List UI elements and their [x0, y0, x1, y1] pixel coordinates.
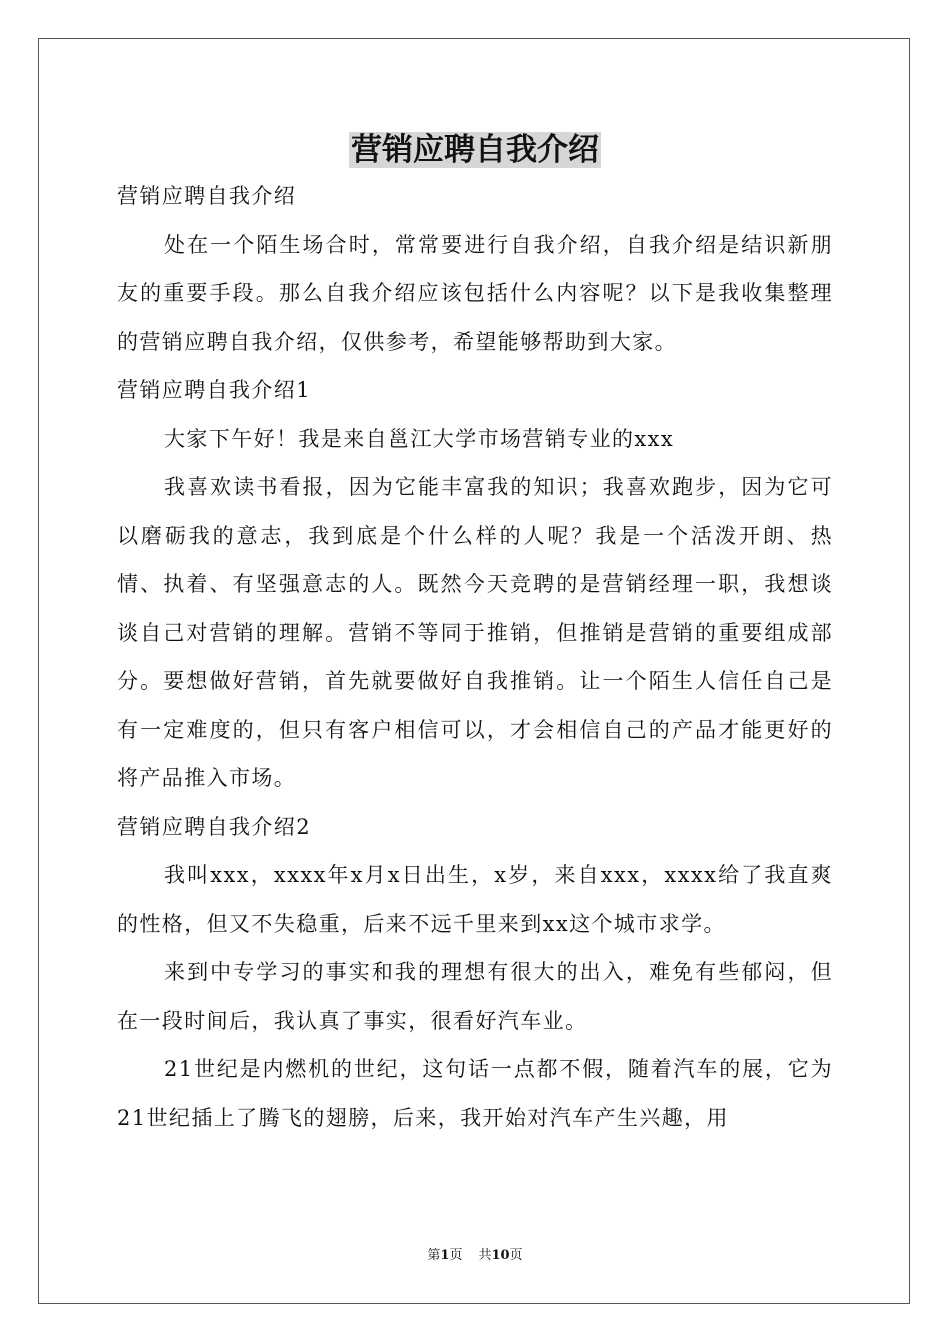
- document-body: [117, 172, 833, 1142]
- document-title: [0, 128, 950, 172]
- section-heading-1: 营销应聘自我介绍1: [117, 378, 311, 402]
- paragraph-study: 来到中专学习的事实和我的理想有很大的出入，难免有些郁闷，但在一段时间后，我认真了事实，很看好汽车业。: [117, 960, 833, 1033]
- page-footer: [0, 1246, 950, 1266]
- paragraph-background: 我叫xxx，xxxx年x月x日出生，x岁，来自xxx，xxxx给了我直爽的性格，但又不失稳重，后来不远千里来到xx这个城市求学。: [117, 863, 833, 936]
- paragraph-century: 21世纪是内燃机的世纪，这句话一点都不假，随着汽车的展，它为21世纪插上了腾飞的翅膀，后来，我开始对汽车产生兴趣，用: [117, 1057, 833, 1130]
- footer-total-pages: 10: [491, 1248, 510, 1263]
- section-heading-2: 营销应聘自我介绍2: [117, 814, 311, 839]
- paragraph-intro: 处在一个陌生场合时，常常要进行自我介绍，自我介绍是结识新朋友的重要手段。那么自我介绍应该包括什么内容呢？以下是我收集整理的营销应聘自我介绍，仅供参考，希望能够帮助到大家。: [117, 232, 833, 354]
- paragraph-greeting: 大家下午好！我是来自邕江大学市场营销专业的xxx: [164, 426, 675, 451]
- footer-page-prefix: 第: [427, 1248, 441, 1263]
- paragraph-heading: 营销应聘自我介绍: [117, 184, 297, 208]
- document-title-text: 营销应聘自我介绍: [351, 132, 599, 168]
- footer-page-suffix: 页: [449, 1248, 463, 1263]
- paragraph-hobbies: 我喜欢读书看报，因为它能丰富我的知识；我喜欢跑步，因为它可以磨砺我的意志，我到底是个什么样的人呢？我是一个活泼开朗、热情、执着、有坚强意志的人。既然今天竞聘的是营销经理一职，我想谈谈自己对营销的理解。营销不等同于推销，但推销是营销的重要组成部分。要想做好营销，首先就要做好自我推销。让一个陌生人信任自己是有一定难度的，但只有客户相信可以，才会相信自己的产品才能更好的将产品推入市场。: [117, 475, 833, 790]
- footer-page-number: 1: [440, 1248, 450, 1263]
- footer-total-suffix: 页: [509, 1248, 523, 1263]
- footer-total-prefix: 共: [478, 1248, 492, 1263]
